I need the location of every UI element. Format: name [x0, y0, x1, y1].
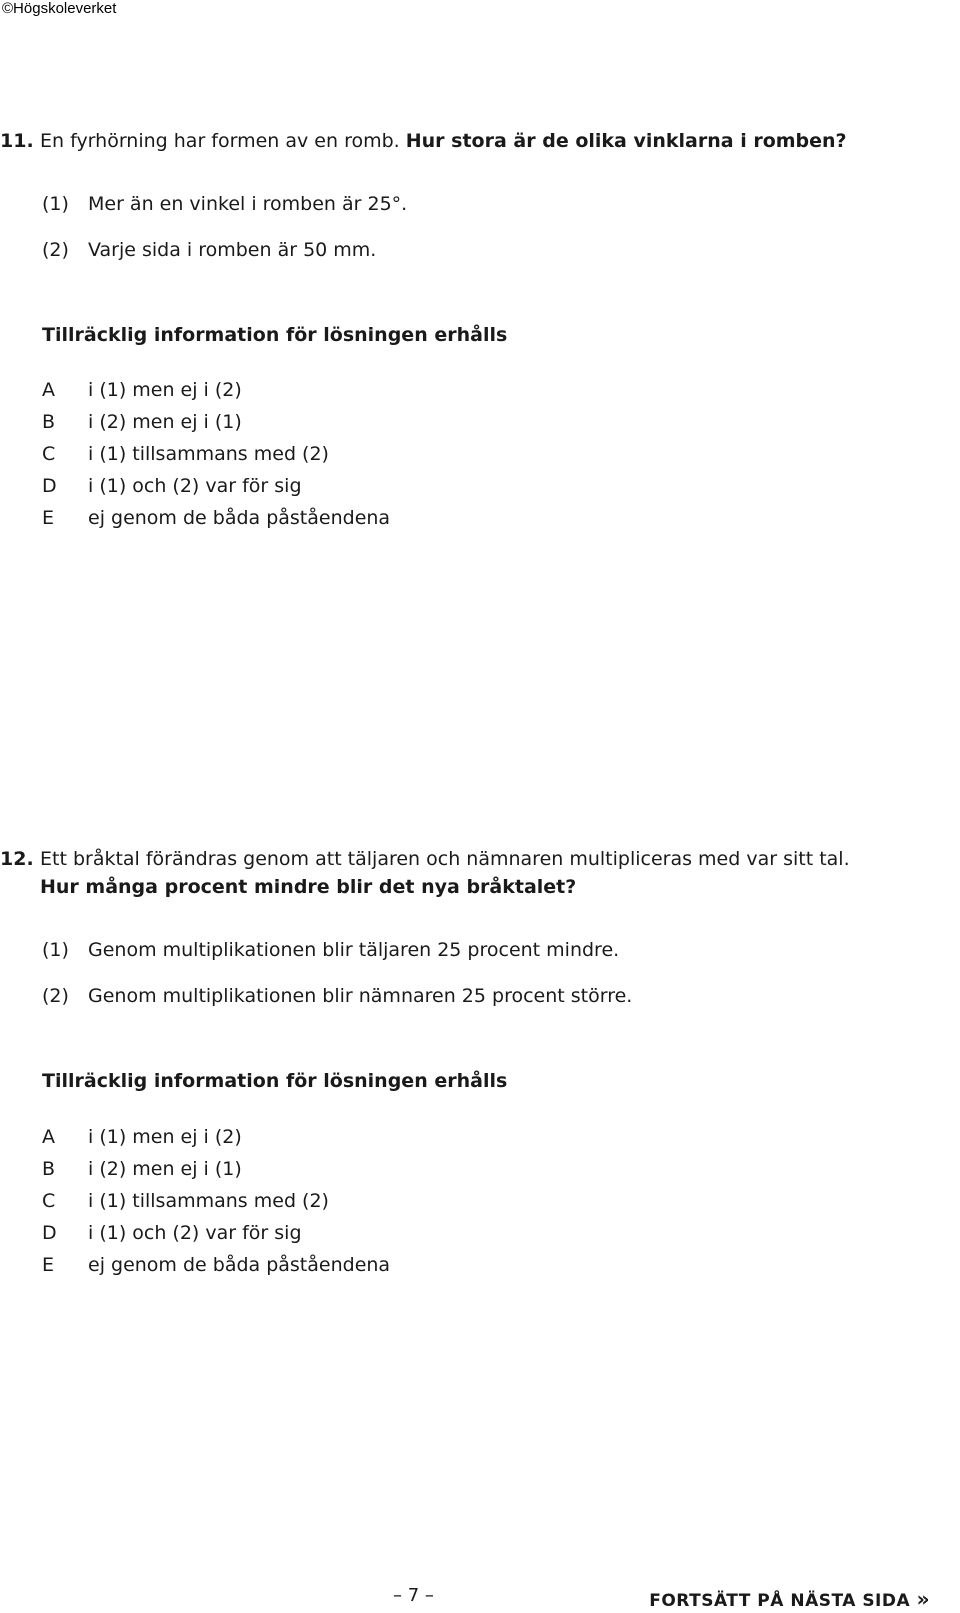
q12-option-a[interactable]	[42, 1121, 390, 1153]
q11-option-d-text: i (1) och (2) var för sig	[88, 475, 302, 497]
q11-option-e-text: ej genom de båda påståendena	[88, 507, 391, 529]
q11-option-c-letter: C	[42, 443, 56, 465]
q12-option-e-letter: E	[42, 1254, 55, 1276]
q11-statement-2-label: (2)	[42, 239, 69, 261]
page-number: – 7 –	[393, 1585, 434, 1606]
q11-option-c[interactable]	[42, 438, 390, 470]
question-11-question: Hur stora är de olika vinklarna i romben?	[405, 130, 847, 152]
q11-statement-1	[42, 193, 407, 215]
copyright-notice: ©Högskoleverket	[2, 0, 117, 17]
q12-statement-2-label: (2)	[42, 985, 69, 1007]
q12-option-d[interactable]	[42, 1217, 390, 1249]
q11-option-a-letter: A	[42, 379, 55, 401]
q12-option-c-text: i (1) tillsammans med (2)	[88, 1190, 329, 1212]
q11-option-b-letter: B	[42, 411, 56, 433]
q12-option-b-text: i (2) men ej i (1)	[88, 1158, 242, 1180]
q12-option-b[interactable]	[42, 1153, 390, 1185]
q11-option-c-text: i (1) tillsammans med (2)	[88, 443, 329, 465]
question-12-text: Ett bråktal förändras genom att täljaren och nämnaren multipliceras med var sitt tal.	[40, 848, 850, 870]
q12-statement-2-text: Genom multiplikationen blir nämnaren 25 procent större.	[88, 985, 633, 1007]
q12-option-e[interactable]	[42, 1249, 390, 1281]
continue-next-page	[649, 1587, 930, 1611]
q11-option-e-letter: E	[42, 507, 55, 529]
q12-option-a-text: i (1) men ej i (2)	[88, 1126, 242, 1148]
q12-statement-1-label: (1)	[42, 939, 69, 961]
q11-option-a-text: i (1) men ej i (2)	[88, 379, 242, 401]
q12-statement-2	[42, 985, 632, 1007]
q11-statement-1-text: Mer än en vinkel i romben är 25°.	[88, 193, 408, 215]
q12-sufficiency-heading: Tillräcklig information för lösningen erhålls	[42, 1070, 508, 1092]
q11-option-b-text: i (2) men ej i (1)	[88, 411, 242, 433]
question-12-header	[0, 845, 850, 873]
double-chevron-right-icon: »	[916, 1587, 930, 1611]
question-12-number: 12.	[0, 848, 34, 870]
q11-option-e[interactable]	[42, 502, 390, 534]
question-11-number: 11.	[0, 130, 34, 152]
continue-label: FORTSÄTT PÅ NÄSTA SIDA	[649, 1591, 911, 1611]
q11-option-d-letter: D	[42, 475, 57, 497]
question-12-question: Hur många procent mindre blir det nya bråktalet?	[40, 876, 577, 898]
q12-option-a-letter: A	[42, 1126, 55, 1148]
question-11-header	[0, 127, 847, 155]
q12-option-e-text: ej genom de båda påståendena	[88, 1254, 391, 1276]
q11-option-d[interactable]	[42, 470, 390, 502]
q12-option-d-text: i (1) och (2) var för sig	[88, 1222, 302, 1244]
q12-option-b-letter: B	[42, 1158, 56, 1180]
q11-statement-2-text: Varje sida i romben är 50 mm.	[88, 239, 377, 261]
q11-options	[42, 374, 390, 534]
q12-options	[42, 1121, 390, 1281]
q12-option-c[interactable]	[42, 1185, 390, 1217]
q12-statement-1	[42, 939, 619, 961]
question-11-text: En fyrhörning har formen av en romb.	[40, 130, 400, 152]
q12-statement-1-text: Genom multiplikationen blir täljaren 25 procent mindre.	[88, 939, 620, 961]
q11-sufficiency-heading: Tillräcklig information för lösningen erhålls	[42, 324, 508, 346]
q12-option-d-letter: D	[42, 1222, 57, 1244]
q12-option-c-letter: C	[42, 1190, 56, 1212]
q11-option-b[interactable]	[42, 406, 390, 438]
q11-option-a[interactable]	[42, 374, 390, 406]
q11-statement-1-label: (1)	[42, 193, 69, 215]
q11-statement-2	[42, 239, 376, 261]
